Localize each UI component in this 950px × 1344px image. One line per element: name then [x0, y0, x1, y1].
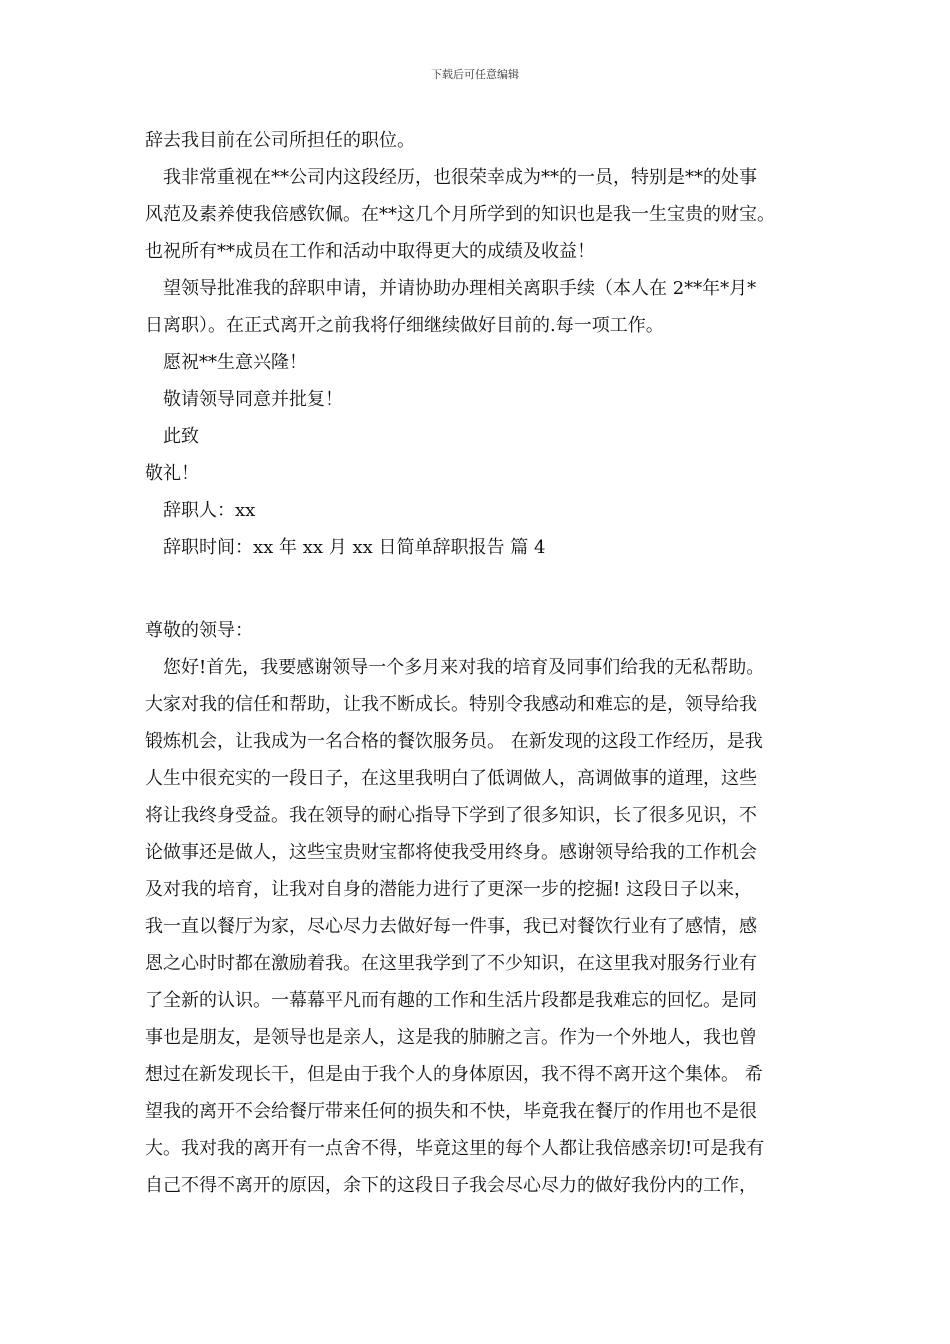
page-header: 下载后可任意编辑 — [431, 68, 519, 81]
text-line: 人生中很充实的一段日子，在这里我明白了低调做人，高调做事的道理，这些 — [145, 768, 757, 789]
text-line: 想过在新发现长干，但是由于我个人的身体原因，我不得不离开这个集体。 希 — [145, 1064, 763, 1085]
letter-body-1 — [145, 122, 815, 566]
text-line: 恩之心时时都在激励着我。在这里我学到了不少知识，在这里我对服务行业有 — [145, 953, 757, 974]
text-line: 辞去我目前在公司所担任的职位。 — [145, 130, 415, 151]
text-line: 大。我对我的离开有一点舍不得，毕竟这里的每个人都让我倍感亲切!可是我有 — [145, 1138, 765, 1159]
text-line: 望我的离开不会给餐厅带来任何的损失和不快，毕竟我在餐厅的作用也不是很 — [145, 1101, 757, 1122]
signature-name: 辞职人：xx — [145, 500, 256, 521]
text-line: 您好!首先，我要感谢领导一个多月来对我的培育及同事们给我的无私帮助。 — [145, 657, 765, 678]
text-line: 论做事还是做人，这些宝贵财宝都将使我受用终身。感谢领导给我的工作机会 — [145, 842, 757, 863]
text-line: 也祝所有**成员在工作和活动中取得更大的成绩及收益！ — [145, 241, 595, 262]
text-line: 望领导批准我的辞职申请，并请协助办理相关离职手续（本人在 2**年*月* — [145, 278, 757, 299]
text-line: 自己不得不离开的原因，余下的这段日子我会尽心尽力的做好我份内的工作， — [145, 1175, 757, 1196]
salutation-closing: 此致 — [145, 426, 199, 447]
closing-wish: 愿祝**生意兴隆！ — [145, 352, 307, 373]
greeting: 尊敬的领导： — [145, 620, 253, 641]
text-line: 我非常重视在**公司内这段经历，也很荣幸成为**的一员，特别是**的处事 — [145, 167, 757, 188]
text-line: 大家对我的信任和帮助，让我不断成长。特别令我感动和难忘的是，领导给我 — [145, 694, 757, 715]
text-line: 日离职）。在正式离开之前我将仔细继续做好目前的.每一项工作。 — [145, 315, 664, 336]
text-line: 风范及素养使我倍感钦佩。在**这几个月所学到的知识也是我一生宝贵的财宝。 — [145, 204, 775, 225]
text-line: 将让我终身受益。我在领导的耐心指导下学到了很多知识，长了很多见识，不 — [145, 805, 757, 826]
text-line: 了全新的认识。一幕幕平凡而有趣的工作和生活片段都是我难忘的回忆。是同 — [145, 990, 757, 1011]
closing-request: 敬请领导同意并批复！ — [145, 389, 343, 410]
letter-body-2 — [145, 612, 815, 1204]
signature-date: 辞职时间：xx 年 xx 月 xx 日简单辞职报告 篇 4 — [145, 537, 546, 558]
text-line: 锻炼机会，让我成为一名合格的餐饮服务员。 在新发现的这段工作经历，是我 — [145, 731, 763, 752]
text-line: 事也是朋友，是领导也是亲人，这是我的肺腑之言。作为一个外地人，我也曾 — [145, 1027, 757, 1048]
text-line: 我一直以餐厅为家，尽心尽力去做好每一件事，我已对餐饮行业有了感情，感 — [145, 916, 757, 937]
salutation-respect: 敬礼！ — [145, 463, 199, 484]
text-line: 及对我的培育，让我对自身的潜能力进行了更深一步的挖掘! 这段日子以来， — [145, 879, 752, 900]
